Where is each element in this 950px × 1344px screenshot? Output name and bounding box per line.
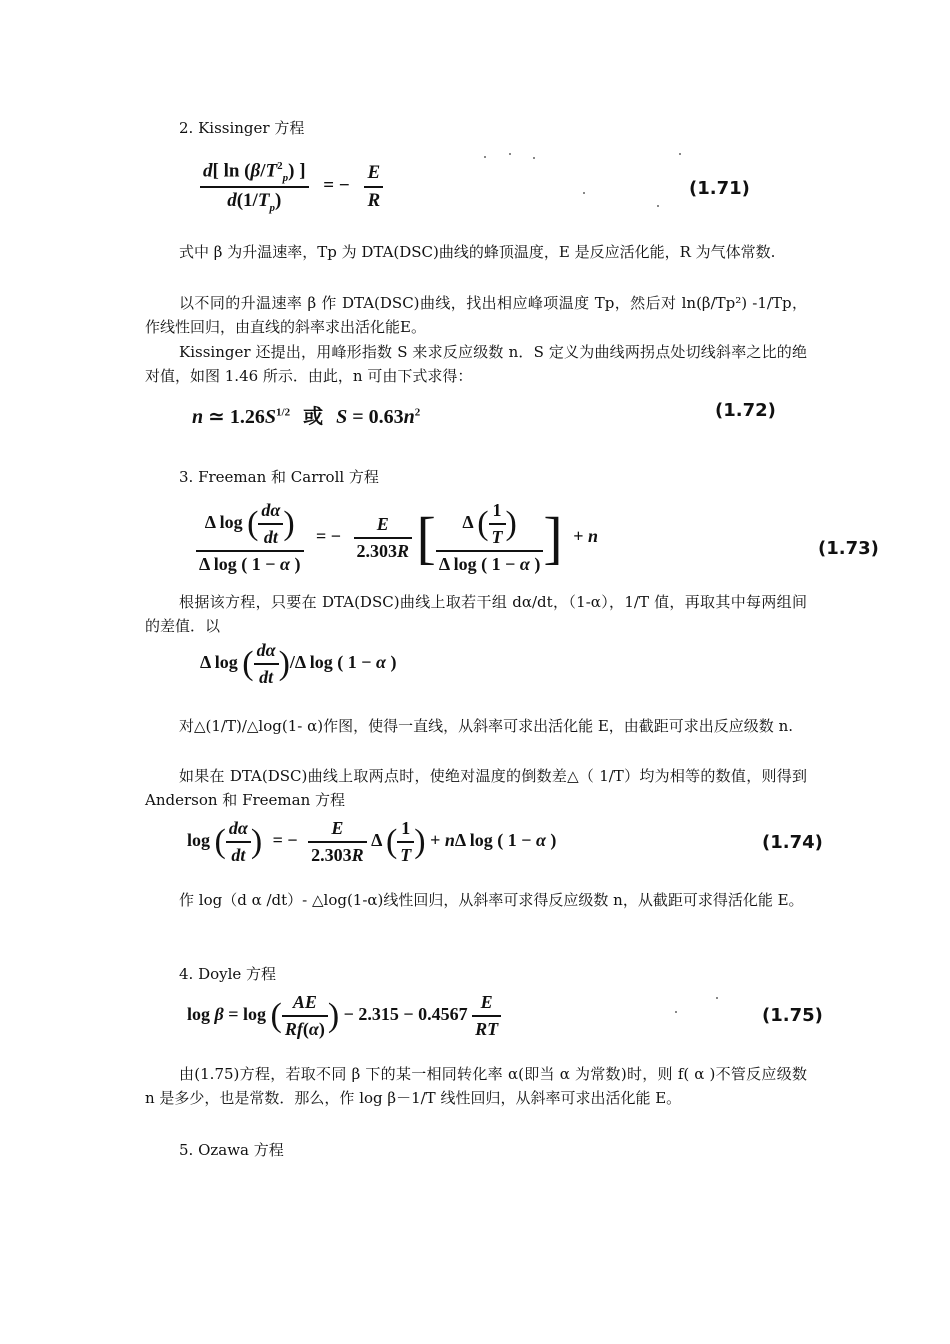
scan-speck: [716, 997, 718, 999]
paragraph-freeman-method: 根据该方程，只要在 DTA(DSC)曲线上取若干组 dα/dt，（1-α），1/T 值，再取其中每两组间的差值．以: [145, 593, 807, 635]
section-heading-doyle: 4. Doyle 方程: [179, 965, 277, 983]
equation-log-ratio: Δ log ( $\frac{d\alpha}{dt}$ )/Δ log ( 1 − α ): [200, 640, 397, 687]
equation-1-73: Δ log ( $\frac{d\alpha}{dt}$ ) Δ log ( 1 − α ) = − $\frac{E}{2.303R}$ [ Δ ( $\frac{1}{T}$ ) Δ log ( 1 − α ) ] + n: [196, 500, 598, 575]
equation-number-1-73: (1.73): [818, 538, 879, 559]
scan-speck: [484, 156, 486, 158]
scan-speck: [533, 157, 535, 159]
equation-1-74: log ( $\frac{d\alpha}{dt}$ ) = − $\frac{E}{2.303R}$ Δ ( $\frac{1}{T}$ ) + nΔ log ( 1 − α ): [187, 818, 557, 865]
section-heading-ozawa: 5. Ozawa 方程: [179, 1141, 284, 1159]
paragraph-kissinger-definitions: 式中 β 为升温速率，Tp 为 DTA(DSC)曲线的蜂顶温度，E 是反应活化能，R 为气体常数.: [179, 243, 776, 261]
section-heading-freeman-carroll: 3. Freeman 和 Carroll 方程: [179, 468, 379, 486]
scan-speck: [583, 192, 585, 194]
scan-speck: [657, 205, 659, 207]
scan-speck: [509, 153, 511, 155]
equation-number-1-71: (1.71): [689, 178, 750, 199]
equation-number-1-75: (1.75): [762, 1005, 823, 1026]
paragraph-kissinger-method: 以不同的升温速率 β 作 DTA(DSC)曲线，找出相应峰项温度 Tp，然后对 ln(β/Tp²) -1/Tp，作线性回归，由直线的斜率求出活化能E。: [145, 294, 807, 336]
equation-1-71: $\frac{d[ \ln (\beta/T^2_p) ]}{d(1/T_p)}$ = − $\frac{E}{R}$: [200, 160, 383, 214]
equation-number-1-72: (1.72): [715, 400, 776, 421]
section-heading-kissinger: 2. Kissinger 方程: [179, 119, 305, 137]
equation-1-75: log β = log ( $\frac{AE}{Rf(\alpha)}$ ) − 2.315 − 0.4567 $\frac{E}{RT}$: [187, 992, 501, 1040]
paragraph-anderson-freeman-intro: 如果在 DTA(DSC)曲线上取两点时，使绝对温度的倒数差△（ 1/T）均为相等的数值，则得到 Anderson 和 Freeman 方程: [145, 767, 807, 809]
paragraph-doyle-method: 由(1.75)方程，若取不同 β 下的某一相同转化率 α(即当 α 为常数)时，则 f( α )不管反应级数 n 是多少，也是常数．那么，作 log β－1/T 线性回归，从斜率可求出活化能 E。: [145, 1065, 807, 1107]
scan-speck: [679, 153, 681, 155]
equation-or-label: 或: [303, 404, 324, 428]
scan-speck: [675, 1011, 677, 1013]
paragraph-anderson-freeman-regression: 作 log（d α /dt）- △log(1-α)线性回归，从斜率可求得反应级数 n，从截距可求得活化能 E。: [179, 891, 804, 909]
equation-number-1-74: (1.74): [762, 832, 823, 853]
paragraph-plot-instruction: 对△(1/T)/△log(1- α)作图，使得一直线，从斜率可求出活化能 E，由截距可求出反应级数 n.: [179, 717, 793, 735]
paragraph-kissinger-shape-index: Kissinger 还提出，用峰形指数 S 来求反应级数 n．S 定义为曲线两拐点处切线斜率之比的绝对值，如图 1.46 所示．由此，n 可由下式求得：: [145, 343, 807, 385]
equation-1-72: n ≃ $1.26S^{1/2}$ 或 $S = 0.63n^2$: [192, 404, 421, 428]
